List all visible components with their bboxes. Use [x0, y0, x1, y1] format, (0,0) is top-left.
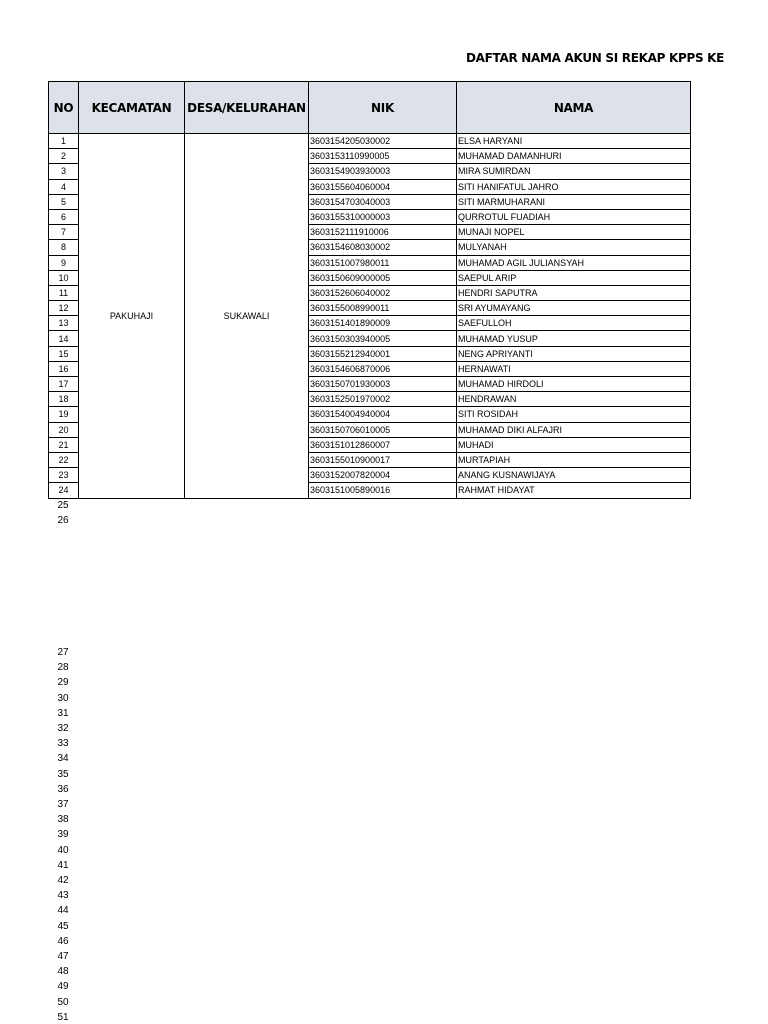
nik-cell: 3603155212940001: [309, 346, 457, 361]
row-number: 5: [49, 194, 79, 209]
nik-cell: 3603150706010005: [309, 422, 457, 437]
row-number: 22: [49, 452, 79, 467]
row-number: 4: [49, 179, 79, 194]
nama-cell: ELSA HARYANI: [457, 134, 691, 149]
nik-cell: 3603151401890009: [309, 316, 457, 331]
nama-cell: MUNAJI NOPEL: [457, 225, 691, 240]
row-number: 8: [49, 240, 79, 255]
row-number: 15: [49, 346, 79, 361]
extra-row-number: 26: [57, 515, 69, 526]
nama-cell: HERNAWATI: [457, 361, 691, 376]
nik-cell: 3603152501970002: [309, 392, 457, 407]
nama-cell: HENDRI SAPUTRA: [457, 285, 691, 300]
extra-row-number: 27: [57, 647, 69, 658]
nik-cell: 3603151007980011: [309, 255, 457, 270]
nik-cell: 3603150609000005: [309, 270, 457, 285]
row-number: 9: [49, 255, 79, 270]
nama-cell: SITI MARMUHARANI: [457, 194, 691, 209]
nama-cell: SITI ROSIDAH: [457, 407, 691, 422]
nik-cell: 3603154004940004: [309, 407, 457, 422]
nama-cell: MURTAPIAH: [457, 452, 691, 467]
account-table: [48, 81, 691, 499]
nik-cell: 3603150701930003: [309, 377, 457, 392]
header-desa: DESA/KELURAHAN: [185, 82, 309, 134]
extra-row-number: 34: [57, 753, 69, 765]
desa-cell: SUKAWALI: [185, 134, 309, 499]
nama-cell: RAHMAT HIDAYAT: [457, 483, 691, 498]
extra-row-number: 30: [57, 692, 69, 704]
extra-row-number: 33: [57, 738, 69, 750]
row-number: 1: [49, 134, 79, 149]
nik-cell: 3603155008990011: [309, 301, 457, 316]
nama-cell: ANANG KUSNAWIJAYA: [457, 468, 691, 483]
header-nama: NAMA: [457, 82, 691, 134]
extra-row-number: 51: [57, 1011, 69, 1023]
nama-cell: MUHAMAD DIKI ALFAJRI: [457, 422, 691, 437]
nik-cell: 3603150303940005: [309, 331, 457, 346]
row-number: 13: [49, 316, 79, 331]
row-number: 17: [49, 377, 79, 392]
nama-cell: MUHAMAD YUSUP: [457, 331, 691, 346]
nama-cell: MUHAMAD AGIL JULIANSYAH: [457, 255, 691, 270]
kecamatan-cell: PAKUHAJI: [79, 134, 185, 499]
nik-cell: 3603154703040003: [309, 194, 457, 209]
extra-row-number: 31: [57, 707, 69, 719]
extra-row-number: 28: [57, 662, 69, 674]
nik-cell: 3603151005890016: [309, 483, 457, 498]
row-number: 2: [49, 149, 79, 164]
extra-row-number: 32: [57, 723, 69, 734]
nama-cell: HENDRAWAN: [457, 392, 691, 407]
row-number: 18: [49, 392, 79, 407]
nama-cell: SAEFULLOH: [457, 316, 691, 331]
row-number: 23: [49, 468, 79, 483]
nik-cell: 3603154608030002: [309, 240, 457, 255]
extra-row-number: 36: [57, 783, 69, 795]
nik-cell: 3603154903930003: [309, 164, 457, 179]
row-number: 3: [49, 164, 79, 179]
nik-cell: 3603152007820004: [309, 468, 457, 483]
nik-cell: 3603155604060004: [309, 179, 457, 194]
extra-row-number: 39: [57, 829, 69, 841]
extra-row-number: 38: [57, 814, 69, 826]
nama-cell: SITI HANIFATUL JAHRO: [457, 179, 691, 194]
nik-cell: 3603155310000003: [309, 209, 457, 224]
extra-row-number: 35: [57, 768, 69, 780]
extra-row-number: 25: [57, 500, 69, 511]
nik-cell: 3603153110990005: [309, 149, 457, 164]
extra-row-number: 44: [57, 905, 69, 917]
nama-cell: NENG APRIYANTI: [457, 346, 691, 361]
row-number: 7: [49, 225, 79, 240]
extra-row-number: 37: [57, 799, 69, 810]
table-row: [49, 134, 691, 149]
table-body: [49, 134, 691, 499]
extra-row-number: 46: [57, 935, 69, 947]
extra-row-number: 45: [57, 920, 69, 932]
extra-row-number: 47: [57, 951, 69, 962]
row-number: 24: [49, 483, 79, 498]
nama-cell: MUHAMAD HIRDOLI: [457, 377, 691, 392]
row-number: 21: [49, 437, 79, 452]
nama-cell: SRI AYUMAYANG: [457, 301, 691, 316]
row-number: 6: [49, 209, 79, 224]
header-nik: NIK: [309, 82, 457, 134]
extra-row-number: 40: [57, 844, 69, 856]
nik-cell: 3603152606040002: [309, 285, 457, 300]
extra-row-number: 29: [57, 677, 69, 689]
nik-cell: 3603154205030002: [309, 134, 457, 149]
row-number: 11: [49, 285, 79, 300]
row-number: 12: [49, 301, 79, 316]
nama-cell: MUHADI: [457, 437, 691, 452]
nama-cell: MULYANAH: [457, 240, 691, 255]
nama-cell: SAEPUL ARIP: [457, 270, 691, 285]
nama-cell: QURROTUL FUADIAH: [457, 209, 691, 224]
nik-cell: 3603155010900017: [309, 452, 457, 467]
extra-row-number: 49: [57, 981, 69, 993]
header-no: NO: [49, 82, 79, 134]
row-number: 14: [49, 331, 79, 346]
nik-cell: 3603154606870006: [309, 361, 457, 376]
row-number: 10: [49, 270, 79, 285]
row-number: 20: [49, 422, 79, 437]
extra-row-number: 43: [57, 890, 69, 902]
header-kecamatan: KECAMATAN: [79, 82, 185, 134]
extra-row-number: 42: [57, 875, 69, 886]
extra-row-number: 50: [57, 996, 69, 1008]
nik-cell: 3603152111910006: [309, 225, 457, 240]
row-number: 19: [49, 407, 79, 422]
table-header-row: [49, 82, 691, 134]
extra-row-number: 48: [57, 966, 69, 978]
page-title: DAFTAR NAMA AKUN SI REKAP KPPS KE: [466, 51, 725, 65]
nama-cell: MUHAMAD DAMANHURI: [457, 149, 691, 164]
nik-cell: 3603151012860007: [309, 437, 457, 452]
nama-cell: MIRA SUMIRDAN: [457, 164, 691, 179]
extra-row-number: 41: [57, 859, 69, 871]
row-number: 16: [49, 361, 79, 376]
